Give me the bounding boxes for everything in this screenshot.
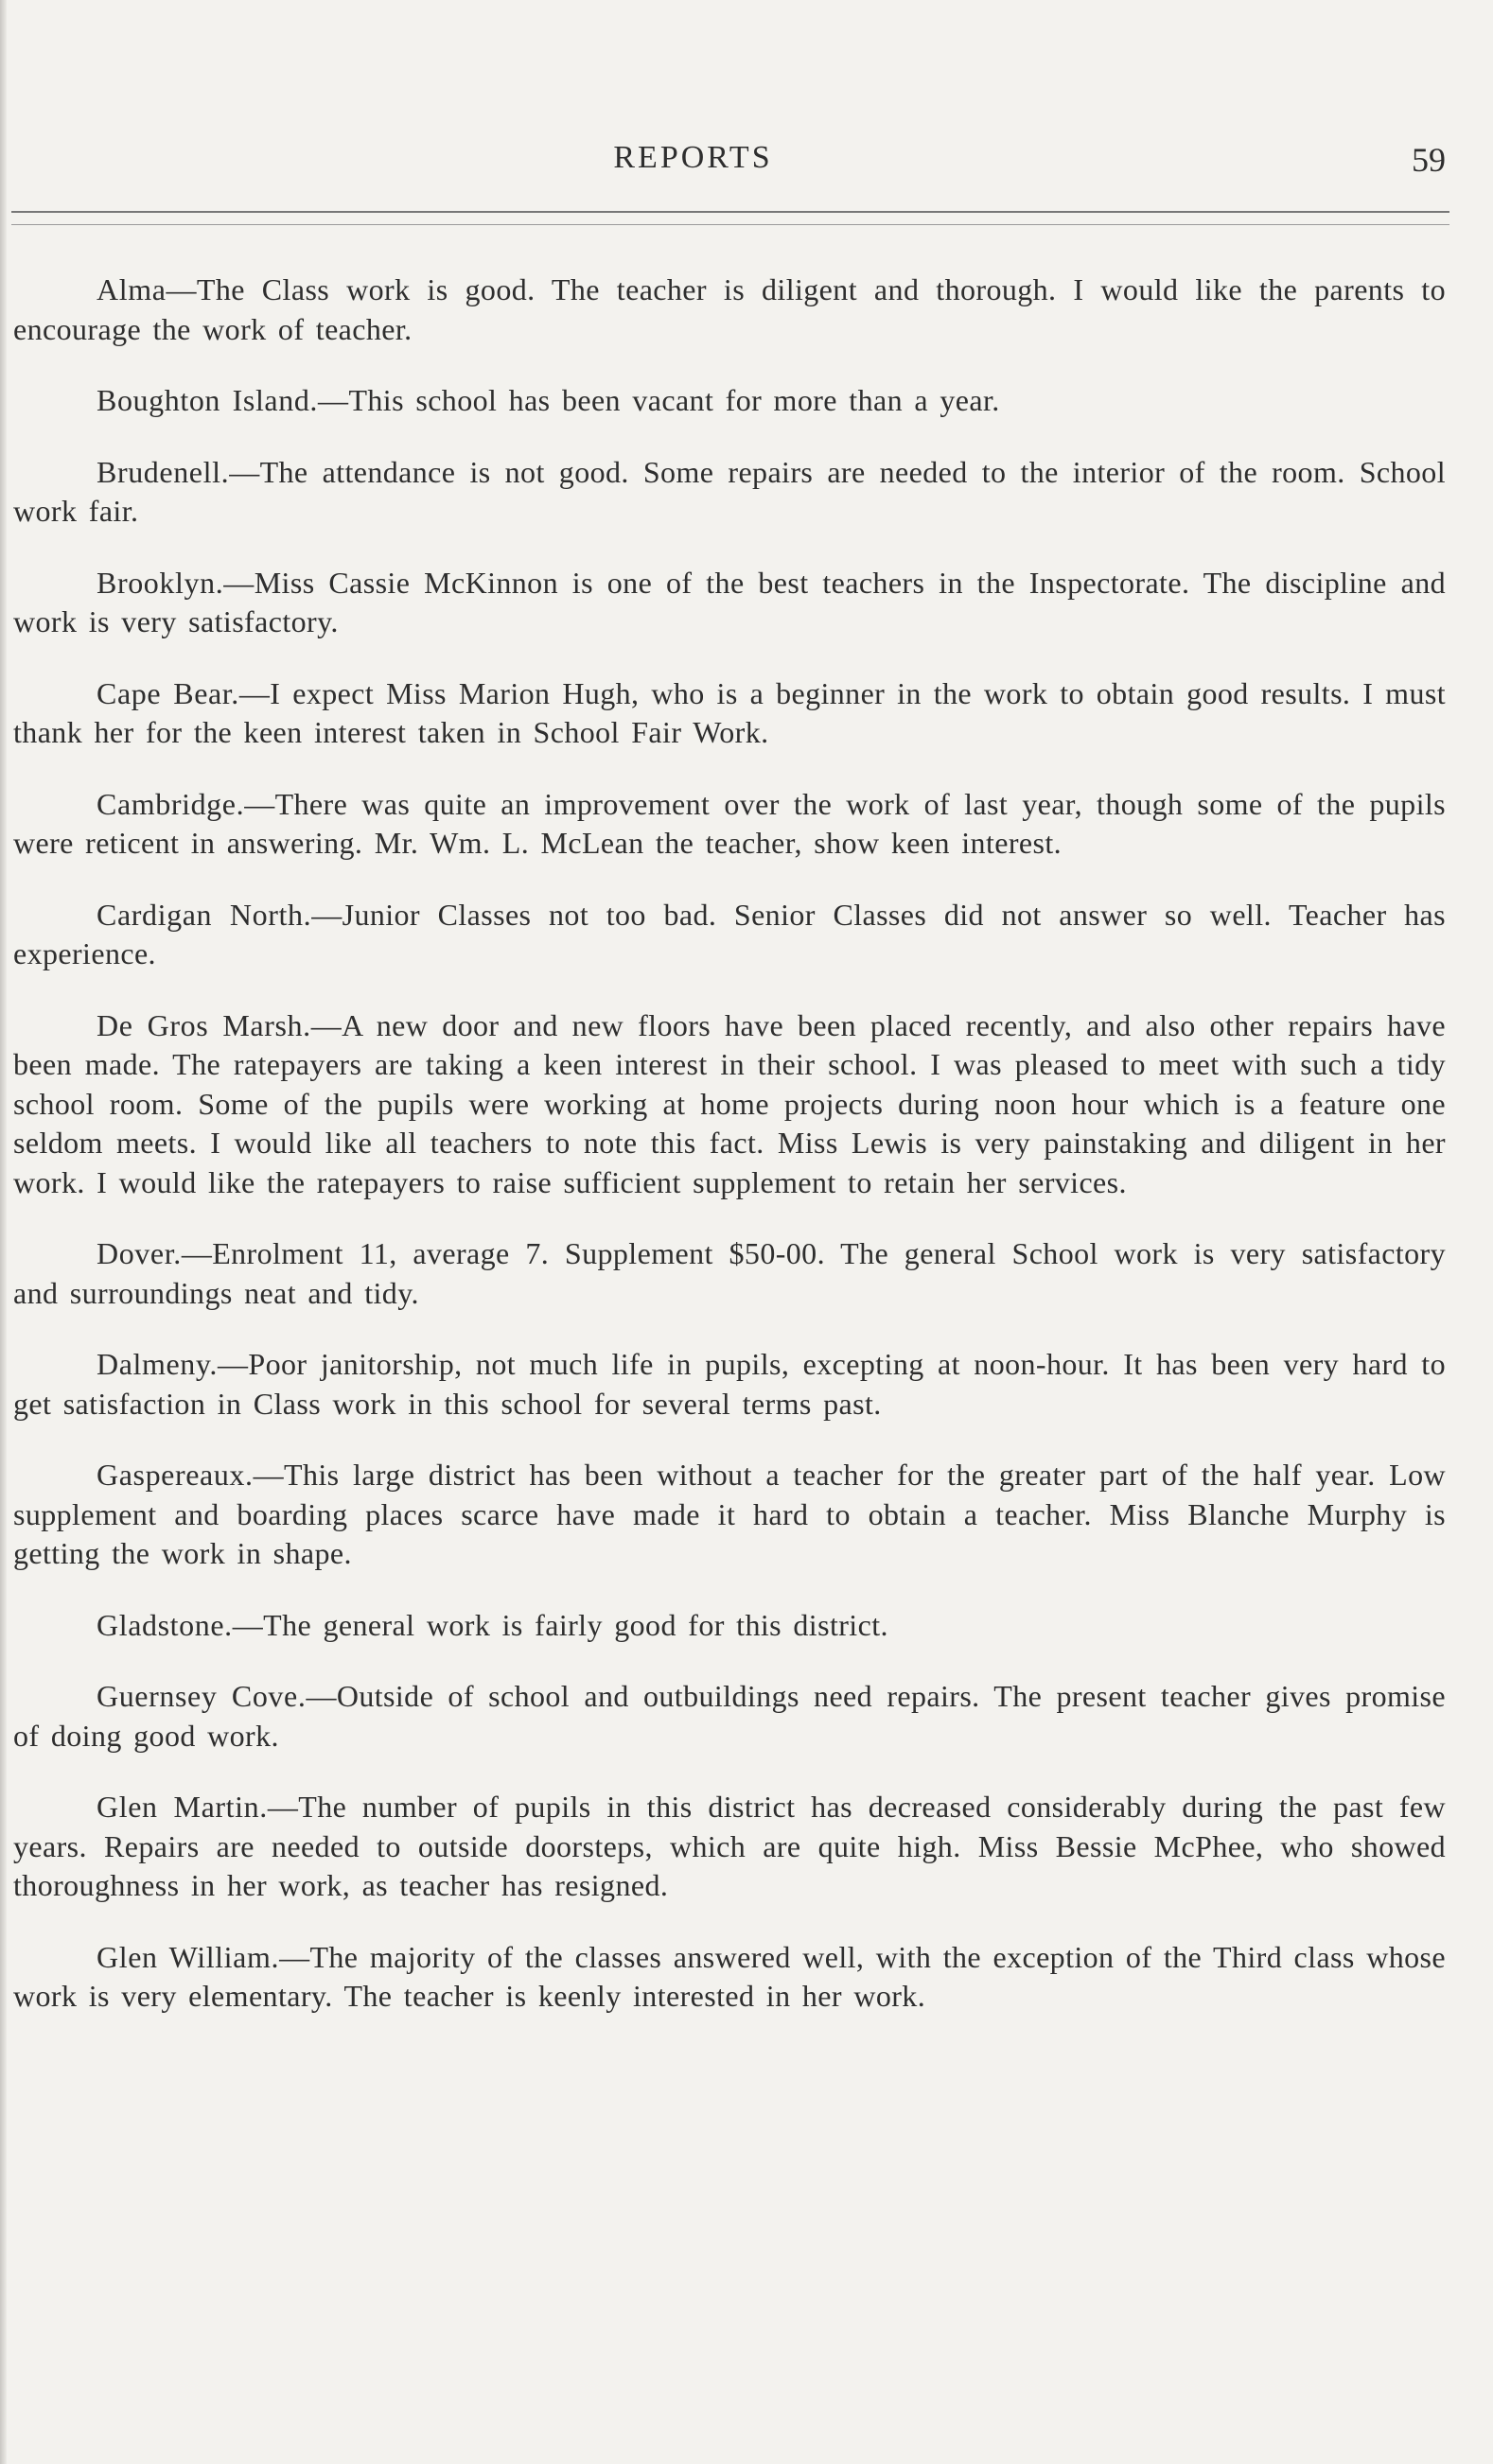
running-head: REPORTS: [613, 140, 773, 175]
report-paragraph: [13, 674, 1446, 753]
report-text: —Outside of school and outbuildings need repairs. The present teacher gives promise of doing good work.: [13, 1679, 1447, 1753]
report-paragraph: [13, 896, 1446, 974]
district-name: Guernsey Cove.: [97, 1679, 307, 1713]
district-name: Alma: [97, 272, 167, 306]
district-name: Glen William.: [97, 1939, 280, 1974]
report-text: —This large district has been without a teacher for the greater part of the half year. Low supplement and boarding places scarce have made it hard to obtain a teacher. Miss Blanche Murphy is getting the work in shape.: [13, 1458, 1446, 1570]
district-name: Dalmeny.: [97, 1347, 219, 1381]
district-name: Gaspereaux.: [97, 1458, 254, 1492]
district-name: Glen Martin.: [97, 1790, 268, 1824]
district-name: Gladstone.: [97, 1607, 233, 1642]
report-text: —I expect Miss Marion Hugh, who is a beginner in the work to obtain good results. I must thank her for the keen interest taken in School Fair Work.: [13, 675, 1447, 749]
report-paragraph: [13, 1677, 1446, 1756]
district-name: Cape Bear.: [97, 675, 239, 710]
district-name: Boughton Island.: [97, 383, 319, 417]
report-paragraph: [13, 381, 1446, 421]
district-name: Brudenell.: [97, 454, 230, 489]
report-paragraph: [13, 271, 1446, 349]
report-paragraph: [13, 1456, 1446, 1574]
report-text: —Junior Classes not too bad. Senior Classes did not answer so well. Teacher has experience.: [13, 897, 1447, 970]
report-text: —The number of pupils in this district has decreased considerably during the past few years. Repairs are needed to outside doorsteps, which are quite high. Miss Bessie McPhee, who showed thoroughness in her work, as teacher has resigned.: [13, 1790, 1447, 1902]
page-number: 59: [1412, 141, 1446, 179]
report-text: —The general work is fairly good for this district.: [232, 1607, 888, 1642]
report-text: —Miss Cassie McKinnon is one of the best teachers in the Inspectorate. The discipline and work is very satisfactory.: [13, 565, 1446, 638]
report-paragraph: [13, 564, 1446, 642]
report-paragraph: [13, 785, 1446, 864]
district-name: Cambridge.: [97, 786, 245, 821]
page-header: [0, 140, 1493, 187]
report-paragraph: [13, 1788, 1446, 1906]
report-text: —There was quite an improvement over the work of last year, though some of the pupils were reticent in answering. Mr. Wm. L. McLean the teacher, show keen interest.: [13, 786, 1446, 860]
report-paragraph: [13, 1938, 1446, 2017]
report-paragraph: [13, 1606, 1446, 1646]
header-rule-thin: [11, 224, 1449, 225]
district-name: De Gros Marsh.: [97, 1007, 311, 1042]
report-paragraph: [13, 1234, 1446, 1313]
report-text: —The attendance is not good. Some repairs are needed to the interior of the room. School work fair.: [13, 454, 1446, 528]
report-text: —Enrolment 11, average 7. Supplement $50-00. The general School work is very satisfactory and surroundings neat and tidy.: [13, 1236, 1446, 1310]
district-name: Brooklyn.: [97, 565, 224, 600]
district-name: Dover.: [97, 1236, 182, 1270]
page-edge: [0, 0, 7, 2464]
report-text: —Poor janitorship, not much life in pupils, excepting at noon-hour. It has been very hard to get satisfaction in Class work in this school for several terms past.: [13, 1347, 1446, 1421]
report-paragraph: [13, 453, 1446, 532]
report-paragraph: [13, 1345, 1446, 1424]
report-paragraph: [13, 1006, 1446, 1203]
report-body: [13, 271, 1446, 2049]
report-text: —The majority of the classes answered well, with the exception of the Third class whose work is very elementary. The teacher is keenly interested in her work.: [13, 1939, 1446, 2013]
report-text: —A new door and new floors have been placed recently, and also other repairs have been made. The ratepayers are taking a keen interest in their school. I was pleased to meet with such a tidy school room. Some of the pupils were working at home projects during noon hour which is a feature one seldom meets. I would like all teachers to note this fact. Miss Lewis is very painstaking and diligent in her work. I would like the ratepayers to raise sufficient supplement to retain her services.: [13, 1007, 1446, 1199]
report-text: —This school has been vacant for more than a year.: [318, 383, 1000, 417]
header-rule: [11, 211, 1449, 213]
district-name: Cardigan North.: [97, 897, 312, 932]
report-text: —The Class work is good. The teacher is diligent and thorough. I would like the parents to encourage the work of teacher.: [13, 272, 1446, 346]
